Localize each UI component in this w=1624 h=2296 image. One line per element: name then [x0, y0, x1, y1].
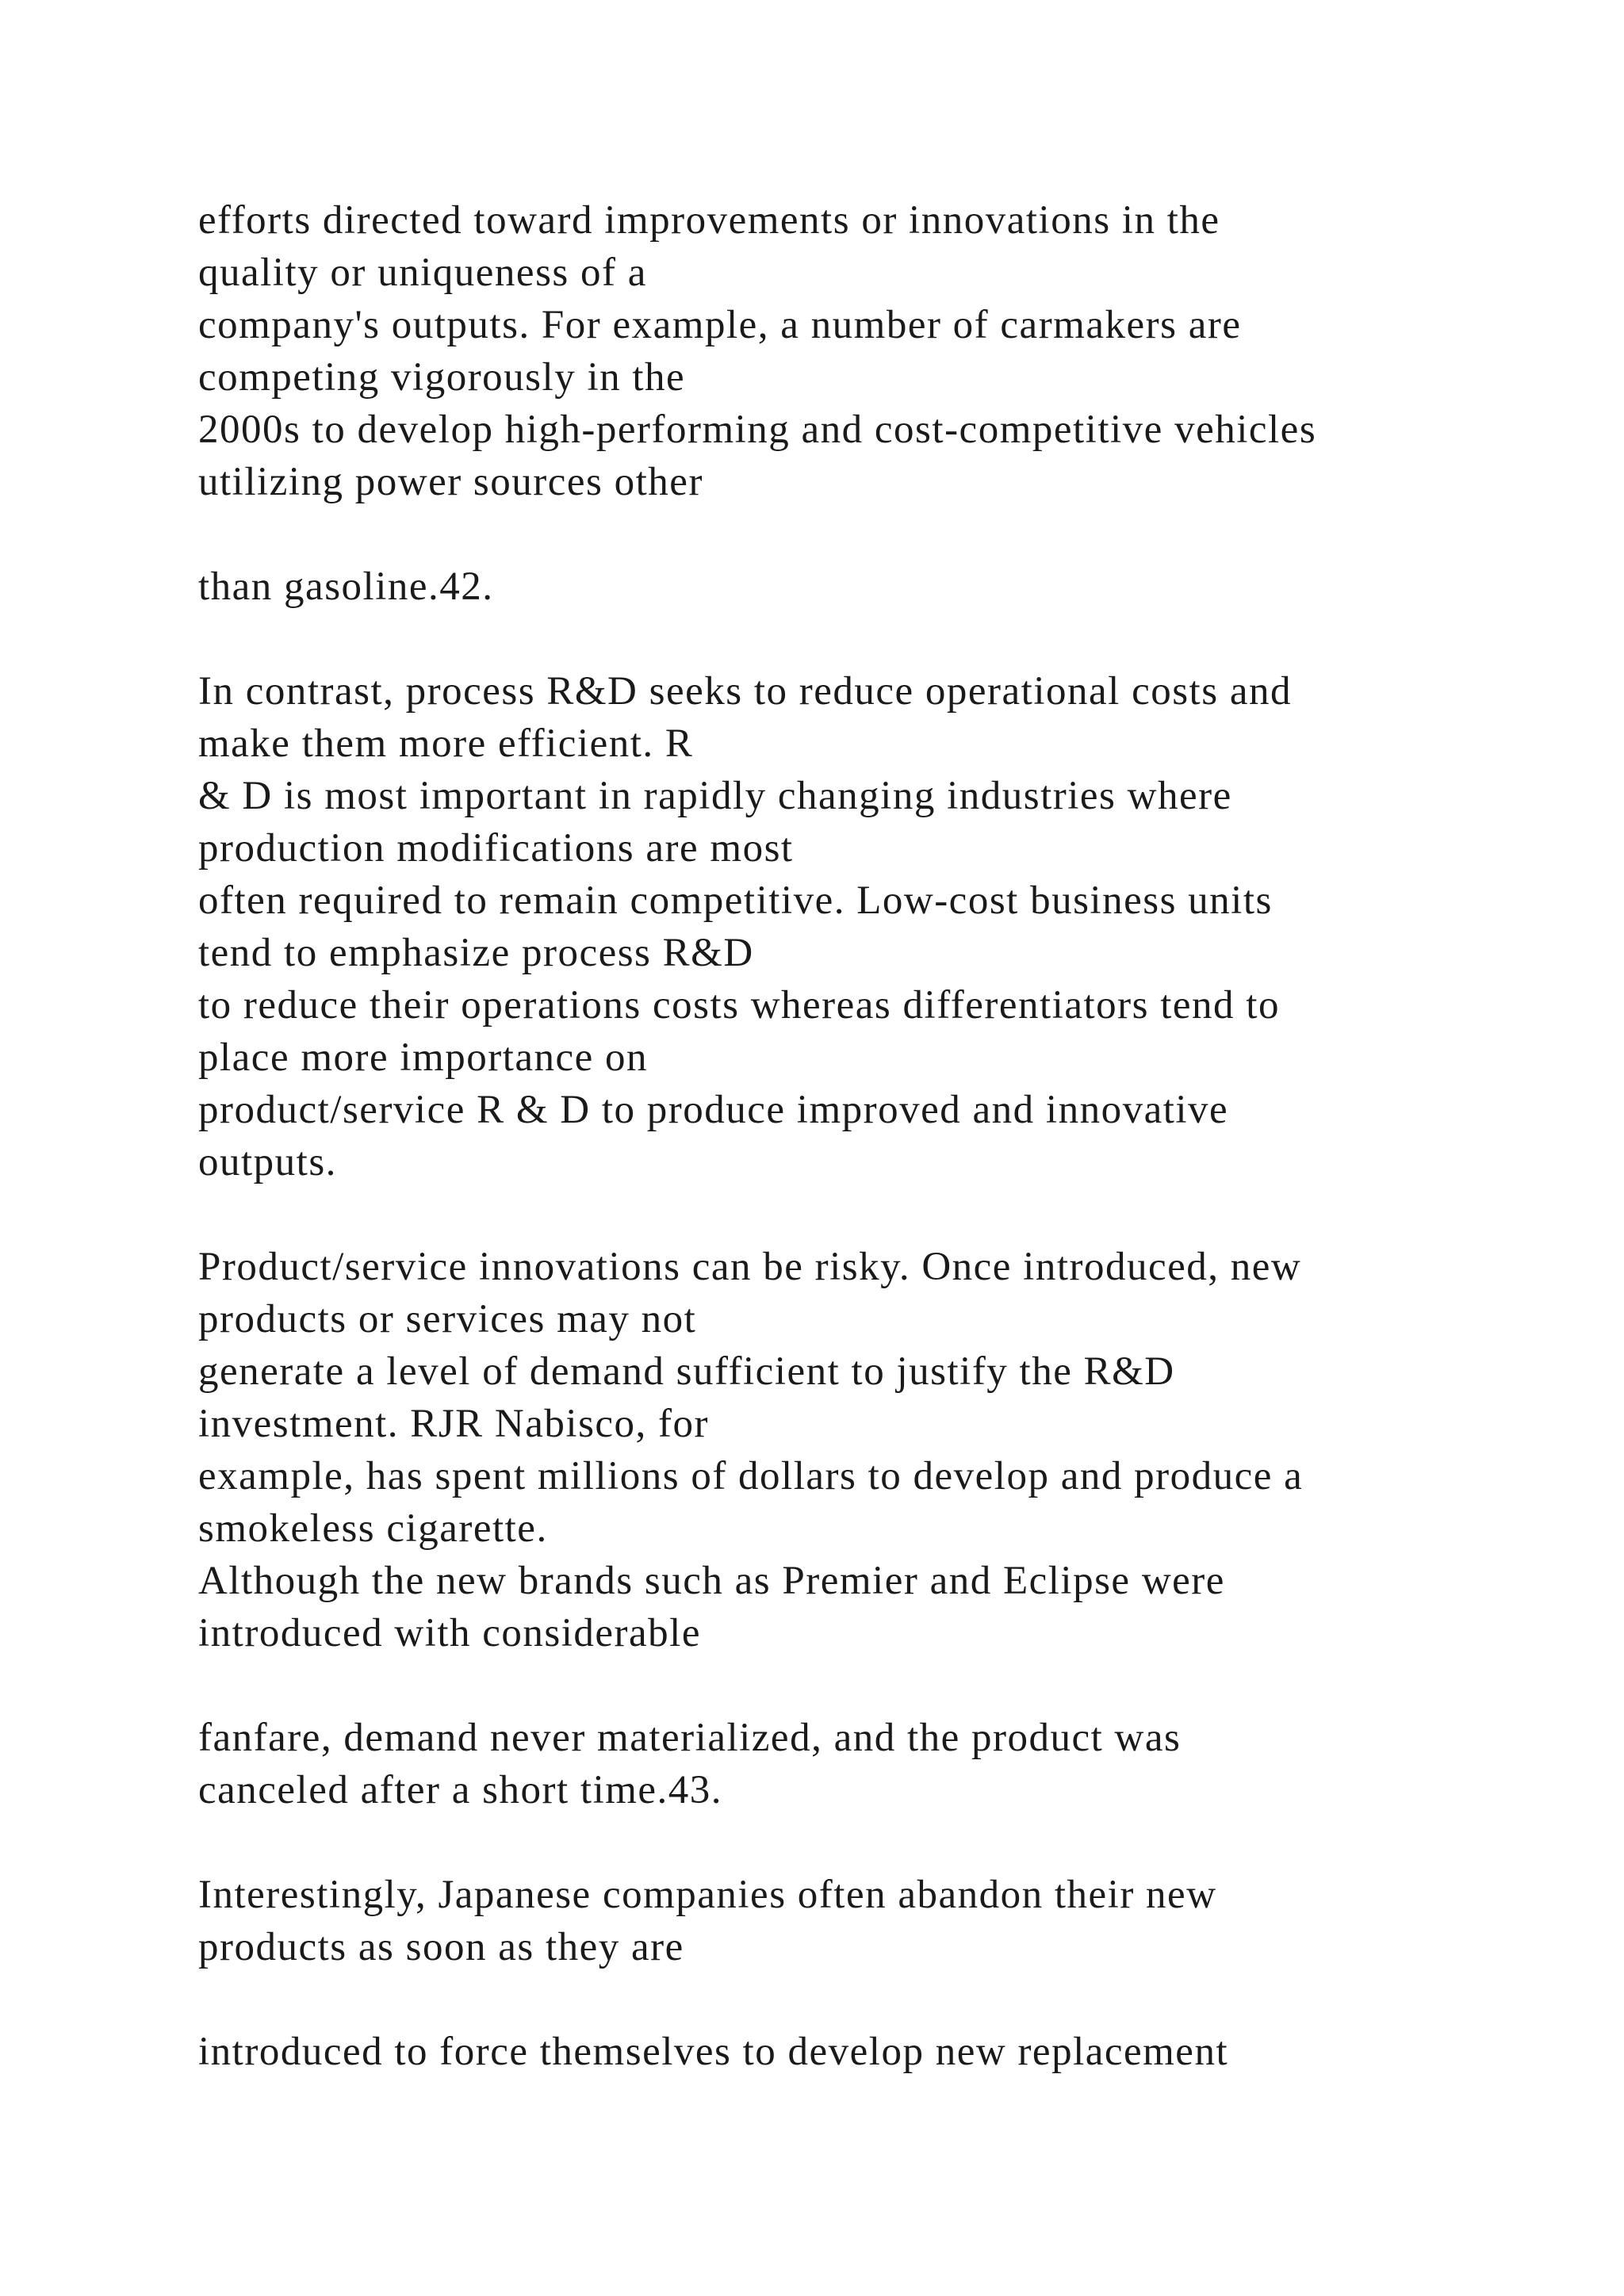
text-line: Although the new brands such as Premier and Eclipse were	[198, 1559, 1225, 1603]
text-line: introduced with considerable	[198, 1611, 701, 1655]
document-body	[198, 194, 1562, 2078]
text-line: often required to remain competitive. Low-cost business units	[198, 878, 1273, 923]
text-line: quality or uniqueness of a	[198, 251, 647, 295]
text-line: generate a level of demand sufficient to justify the R&D	[198, 1349, 1175, 1394]
text-line: 2000s to develop high-performing and cost-competitive vehicles	[198, 408, 1317, 452]
text-line: fanfare, demand never materialized, and the product was	[198, 1716, 1182, 1760]
text-line: production modifications are most	[198, 826, 794, 871]
text-line: introduced to force themselves to develop new replacement	[198, 2030, 1229, 2074]
blank-line	[198, 1188, 1562, 1241]
text-line: In contrast, process R&D seeks to reduce operational costs and	[198, 669, 1292, 714]
text-line: tend to emphasize process R&D	[198, 931, 754, 975]
text-line: make them more efficient. R	[198, 721, 694, 766]
blank-line	[198, 1973, 1562, 2026]
text-line: example, has spent millions of dollars to develop and produce a	[198, 1454, 1304, 1498]
text-line: products as soon as they are	[198, 1925, 684, 1969]
text-line: to reduce their operations costs whereas differentiators tend to	[198, 983, 1280, 1027]
text-line: products or services may not	[198, 1297, 697, 1341]
text-line: product/service R & D to produce improved and innovative	[198, 1088, 1229, 1132]
text-line: utilizing power sources other	[198, 460, 703, 504]
text-line: place more importance on	[198, 1035, 649, 1080]
text-line: Interestingly, Japanese companies often abandon their new	[198, 1873, 1217, 1917]
text-line: competing vigorously in the	[198, 355, 686, 400]
text-line: outputs.	[198, 1140, 337, 1184]
text-line: company's outputs. For example, a number of carmakers are	[198, 303, 1242, 347]
text-line: & D is most important in rapidly changing industries where	[198, 774, 1232, 818]
blank-line	[198, 613, 1562, 665]
text-line: smokeless cigarette.	[198, 1506, 548, 1551]
text-line: investment. RJR Nabisco, for	[198, 1402, 710, 1446]
text-line: efforts directed toward improvements or innovations in the	[198, 198, 1220, 243]
text-line: Product/service innovations can be risky. Once introduced, new	[198, 1245, 1302, 1289]
text-line: canceled after a short time.43.	[198, 1768, 723, 1812]
blank-line	[198, 508, 1562, 561]
blank-line	[198, 1816, 1562, 1869]
text-line: than gasoline.42.	[198, 564, 494, 609]
blank-line	[198, 1659, 1562, 1712]
